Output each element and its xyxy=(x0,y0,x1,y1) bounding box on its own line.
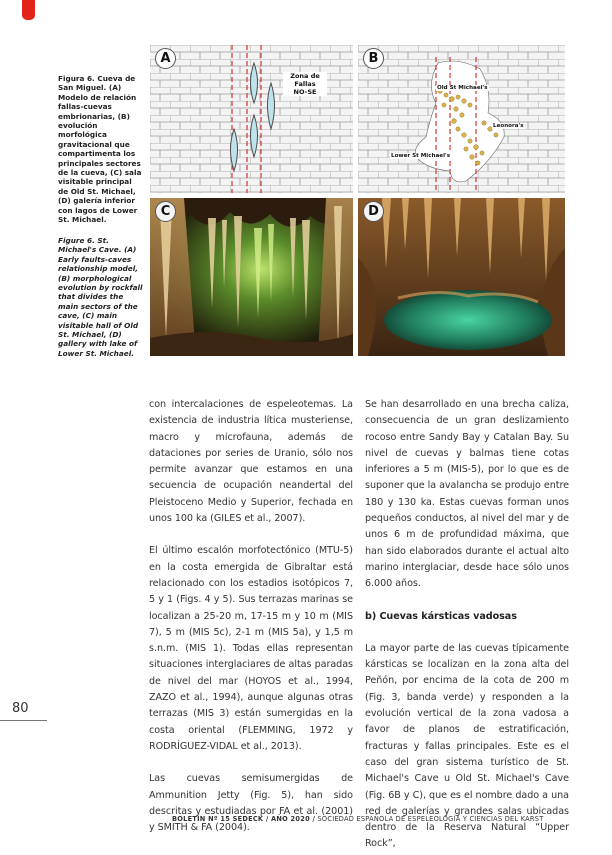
fault-cave-model-diagram xyxy=(150,45,353,193)
panel-d-label: D xyxy=(363,201,384,222)
footer-issue: BOLETÍN Nº 15 SEDECK / AÑO 2020 / xyxy=(172,815,316,823)
page-number: 80 xyxy=(12,701,29,716)
rockfall-evolution-diagram xyxy=(358,45,565,193)
fault-zone-label-line-3: NO-SE xyxy=(293,88,317,96)
chapter-tab xyxy=(22,0,35,20)
body-paragraph: con intercalaciones de espeleotemas. La existencia de industria lítica musteriense, macro y microfauna, además de dataciones por series de Uranio, sólo nos permite avanzar que estamos en una secuencia de ocupación neandertal del Pleistoceno Medio y Superior, fechada en unos 100 ka (GILES et al., 2007). xyxy=(149,399,353,525)
fault-zone-label xyxy=(283,72,327,96)
journal-footer xyxy=(172,815,543,823)
leonoras-label: Leonora's xyxy=(493,123,524,129)
panel-c-label: C xyxy=(155,201,176,222)
lake-gallery-photo xyxy=(358,198,565,356)
footer-society: SOCIEDAD ESPAÑOLA DE ESPELEOLOGÍA Y CIENCIAS DEL KARST xyxy=(315,815,544,823)
body-column-right xyxy=(365,397,569,855)
figure-panel-b xyxy=(358,45,565,193)
figure-caption-spanish: Figura 6. Cueva de San Miguel. (A) Modelo de relación fallas-cuevas embrionarias, (B) evolución morfológica gravitacional que compartimenta los principales sectores de la cueva, (C) sala visitable principal de Old St. Michael, (D) galería inferior con lagos de Lower St. Michael. xyxy=(58,74,142,225)
body-paragraph: El último escalón morfotectónico (MTU-5) en la costa emergida de Gibraltar está relacionado con los estadios isotópicos 7, 5 y 1 (Figs. 4 y 5). Sus terrazas marinas se localizan a 25-20 m, 17-15 m y 10 m (MIS 7), 5 m (MIS 5c), 2-1 m (MIS 5a), y 1,5 m s.n.m. (MIS 1). Todas ellas representan situaciones interglaciares de altas paradas de nivel del mar (HOYOS et al., 1994, ZAZO et al., 1994), aunque algunas otras terrazas (MIS 3) están sumergidas en la costa oriental (FLEMMING, 1972 y RODRÍGUEZ-VIDAL et al., 2013). xyxy=(149,545,353,752)
fault-zone-label-line-1: Zona de xyxy=(290,72,320,80)
figure-panel-c-photo xyxy=(150,198,353,356)
figure-caption-english: Figure 6. St. Michael's Cave. (A) Early faults-caves relationship model, (B) morphological evolution by rockfall that divides the main sectors of the cave, (C) main visitable hall of Old St. Michael, (D) gallery with lake of Lower St. Michael. xyxy=(58,236,143,358)
figure-panel-d-photo xyxy=(358,198,565,356)
page-number-divider xyxy=(0,720,47,721)
old-st-michaels-label: Old St Michael's xyxy=(437,85,488,91)
body-paragraph: Se han desarrollado en una brecha caliza, consecuencia de un gran deslizamiento rocoso entre Sandy Bay y Catalan Bay. Su nivel de cuevas y balmas tiene cotas inferiores a 5 m (MIS-5), por lo que es de suponer que la avalancha se produjo entre 180 y 130 ka. Estas cuevas forman unos pequeños conductos, al nivel del mar y de unos 6 m de profundidad máxima, que han sido elaborados durante el actual alto marino interglaciar, desde hace sólo unos 6.000 años. xyxy=(365,399,569,590)
figure-panel-a xyxy=(150,45,353,193)
lower-st-michaels-label: Lower St Michael's xyxy=(391,153,451,159)
body-paragraph: Las cuevas semisumergidas de Ammunition Jetty (Fig. 5), han sido descritas y estudiadas por FA et al. (2001) y SMITH & FA (2004). xyxy=(149,773,353,834)
section-heading: b) Cuevas kársticas vadosas xyxy=(365,610,517,622)
body-paragraph: La mayor parte de las cuevas típicamente kársticas se localizan en la zona alta del Peñón, por encima de la cota de 200 m (Fig. 3, banda verde) y responden a la evolución vertical de la zona vadosa a favor de planos de estratificación, fracturas y fallas principales. Este es el caso del gran sistema turístico de St. Michael's Cave u Old St. Michael's Cave (Fig. 6B y C), que es el nombre dado a una red de galerías y grandes salas ubicadas dentro de la Reserva Natural “Upper Rock”, xyxy=(365,642,569,850)
main-hall-photo xyxy=(150,198,353,356)
body-column-left xyxy=(149,397,353,852)
panel-b-label: B xyxy=(363,48,384,69)
panel-a-label: A xyxy=(155,48,176,69)
fault-zone-label-line-2: Fallas xyxy=(294,80,316,88)
